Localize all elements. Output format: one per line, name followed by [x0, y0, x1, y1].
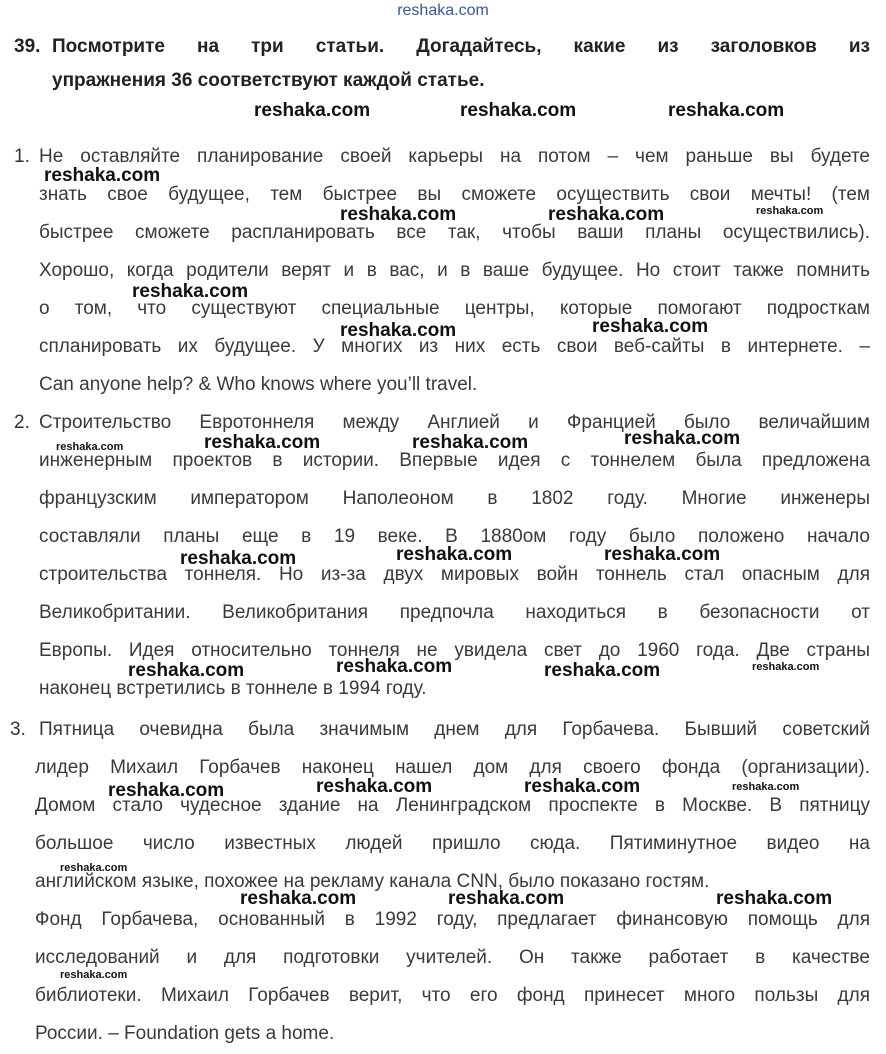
watermark: reshaka.com [340, 320, 457, 341]
watermark: reshaka.com [716, 888, 833, 909]
watermark: reshaka.com [336, 656, 453, 677]
watermark: reshaka.com [108, 780, 225, 801]
article-line: составляли планы еще в 19 веке. В 1880ом году было положено начало [39, 526, 870, 547]
article-line: исследований и для подготовки учителей. Он также работает в качестве [35, 947, 870, 968]
watermark: reshaka.com [204, 432, 321, 453]
article-number: 1. [14, 146, 30, 167]
watermark: reshaka.com [60, 969, 128, 981]
watermark: reshaka.com [128, 660, 245, 681]
task-text-line-2: упражнения 36 соответствуют каждой статье. [52, 70, 485, 91]
article-line: наконец встретились в тоннеле в 1994 году. [39, 678, 427, 699]
watermark: reshaka.com [668, 100, 785, 121]
article-line: Не оставляйте планирование своей карьеры на потом – чем раньше вы будете [39, 146, 870, 167]
article-line: Хорошо, когда родители верят и в вас, и в ваше будущее. Но стоит также помнить [39, 260, 870, 281]
site-header-watermark: reshaka.com [397, 2, 489, 19]
watermark: reshaka.com [524, 776, 641, 797]
watermark: reshaka.com [624, 428, 741, 449]
task-number: 39. [14, 36, 41, 57]
watermark: reshaka.com [460, 100, 577, 121]
article-line: Can anyone help? & Who knows where you’ll travel. [39, 374, 478, 395]
watermark: reshaka.com [396, 544, 513, 565]
watermark: reshaka.com [60, 862, 128, 874]
watermark: reshaka.com [756, 205, 824, 217]
article-line: английском языке, похожее на рекламу канала CNN, было показано гостям. [35, 871, 710, 892]
article-line: французским императором Наполеоном в 1802 году. Многие инженеры [39, 488, 870, 509]
article-number: 2. [14, 412, 30, 433]
article-line: лидер Михаил Горбачев наконец нашел дом для своего фонда (организации). [35, 757, 870, 778]
watermark: reshaka.com [732, 781, 800, 793]
article-line: Строительство Евротоннеля между Англией и Францией было величайшим [39, 412, 870, 433]
article-line: знать свое будущее, тем быстрее вы сможете осуществить свои мечты! (тем [39, 184, 870, 205]
article-line: о том, что существуют специальные центры, которые помогают подросткам [39, 298, 870, 319]
article-line: строительства тоннеля. Но из-за двух мировых войн тоннель стал опасным для [39, 564, 870, 585]
article-line: спланировать их будущее. У многих из них есть свои веб-сайты в интернете. – [39, 336, 870, 357]
article-line: большое число известных людей пришло сюда. Пятиминутное видео на [35, 833, 870, 854]
watermark: reshaka.com [548, 204, 665, 225]
watermark: reshaka.com [240, 888, 357, 909]
watermark: reshaka.com [340, 204, 457, 225]
watermark: reshaka.com [316, 776, 433, 797]
watermark: reshaka.com [44, 165, 161, 186]
article-number: 3. [10, 719, 26, 740]
task-text-line-1: Посмотрите на три статьи. Догадайтесь, какие из заголовков из [52, 36, 870, 57]
watermark: reshaka.com [180, 548, 297, 569]
watermark: reshaka.com [254, 100, 371, 121]
article-line: Фонд Горбачева, основанный в 1992 году, предлагает финансовую помощь для [35, 909, 870, 930]
article-line: Европы. Идея относительно тоннеля не увидела свет до 1960 года. Две страны [39, 640, 870, 661]
watermark: reshaka.com [56, 441, 124, 453]
watermark: reshaka.com [132, 281, 249, 302]
watermark: reshaka.com [592, 316, 709, 337]
article-line: России. – Foundation gets a home. [35, 1023, 335, 1044]
article-line: Пятница очевидна была значимым днем для Горбачева. Бывший советский [39, 719, 870, 740]
watermark: reshaka.com [448, 888, 565, 909]
article-line: инженерным проектов в истории. Впервые идея с тоннелем была предложена [39, 450, 870, 471]
watermark: reshaka.com [412, 432, 529, 453]
article-line: библиотеки. Михаил Горбачев верит, что его фонд принесет много пользы для [35, 985, 870, 1006]
watermark: reshaka.com [752, 661, 820, 673]
article-line: Великобритании. Великобритания предпочла находиться в безопасности от [39, 602, 870, 623]
watermark: reshaka.com [544, 660, 661, 681]
article-line: Домом стало чудесное здание на Ленинградском проспекте в Москве. В пятницу [35, 795, 870, 816]
article-line: быстрее сможете распланировать все так, чтобы ваши планы осуществились). [39, 222, 870, 243]
watermark: reshaka.com [604, 544, 721, 565]
